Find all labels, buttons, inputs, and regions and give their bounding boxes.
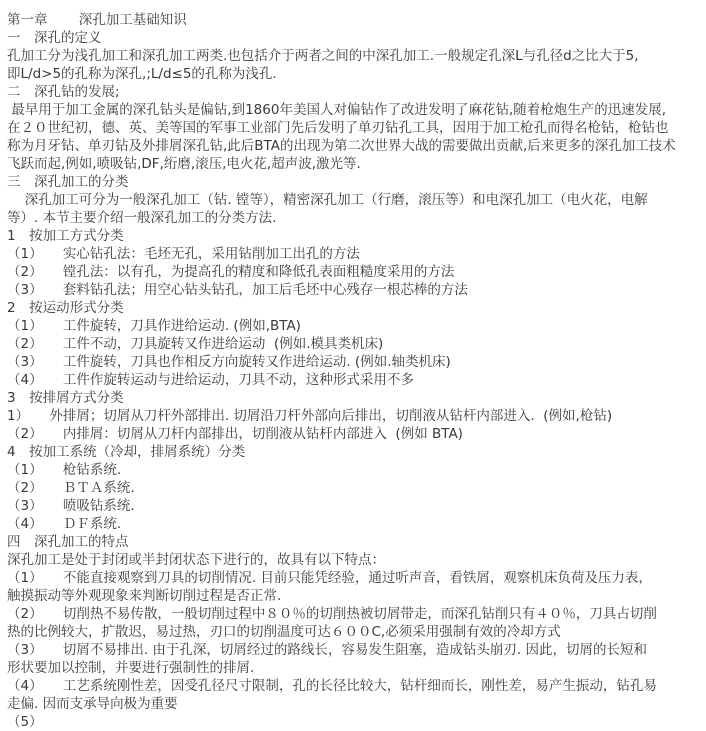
text-line: 飞跃而起,例如,喷吸钻,DF,绗磨,滚压,电火花,超声波,激光等.	[7, 156, 361, 172]
text-line: 等）. 本节主要介绍一般深孔加工的分类方法.	[7, 210, 277, 226]
text-line: 在２０世纪初，德、英、美等国的军事工业部门先后发明了单刃钻孔工具，因用于加工枪孔而得名枪钻，枪钻也	[7, 120, 669, 136]
text-line: （2） 镗孔法：以有孔，为提高孔的精度和降低孔表面粗糙度采用的方法	[7, 264, 455, 280]
text-line: 形状要加以控制，并要进行强制性的排屑.	[7, 660, 255, 676]
text-line: （2） 内排屑：切屑从刀杆内部排出，切削液从钻杆内部进入 (例如 BTA)	[7, 426, 463, 442]
text-line: 孔加工分为浅孔加工和深孔加工两类.也包括介于两者之间的中深孔加工.一般规定孔深L与孔径d之比大于5,	[7, 48, 639, 64]
text-line: 触摸振动等外观现象来判断切削过程是否正常.	[7, 588, 282, 604]
text-line: （4） ＤＦ系统.	[7, 516, 122, 532]
text-line: （5）	[7, 714, 43, 730]
text-line: 热的比例较大，扩散迟，易过热，刃口的切削温度可达６００C,必须采用强制有效的冷却方式	[7, 624, 561, 640]
text-line: 最早用于加工金属的深孔钻头是偏钻,到1860年美国人对偏钻作了改进发明了麻花钻,随着枪炮生产的迅速发展,	[7, 102, 667, 118]
text-line: 深孔加工可分为一般深孔加工（钻. 镗等），精密深孔加工（行磨，滚压等）和电深孔加工（电火花，电解	[7, 192, 648, 208]
text-line: 1） 外排屑；切屑从刀杆外部排出. 切屑沿刀杆外部向后排出，切削液从钻杆内部进入. (例如,枪钻)	[7, 408, 613, 424]
text-line: （3） 切屑不易排出. 由于孔深，切屑经过的路线长，容易发生阻塞，造成钻头崩刃. 因此，切屑的长短和	[7, 642, 648, 658]
text-line: （3） 喷吸钻系统.	[7, 498, 135, 514]
text-line: 二 深孔钻的发展;	[7, 84, 120, 100]
text-line: （2） ＢＴＡ系统.	[7, 480, 135, 496]
text-line: 第一章 深孔加工基础知识	[7, 12, 187, 28]
text-line: 1 按加工方式分类	[7, 228, 124, 244]
text-line: 3 按排屑方式分类	[7, 390, 124, 406]
text-line: 四 深孔加工的特点	[7, 534, 129, 550]
text-line: 一 深孔的定义	[7, 30, 102, 46]
text-line: 2 按运动形式分类	[7, 300, 124, 316]
text-line: （2） 切削热不易传散，一般切削过程中８０％的切削热被切屑带走，而深孔钻削只有４０％，刀具占切削	[7, 606, 657, 622]
text-line: （3） 套料钻孔法；用空心钻头钻孔，加工后毛坯中心残存一根芯棒的方法	[7, 282, 468, 298]
text-line: 4 按加工系统（冷却，排屑系统）分类	[7, 444, 246, 460]
text-line: （4） 工艺系统刚性差，因受孔径尺寸限制，孔的长径比较大，钻杆细而长，刚性差，易产生振动，钻孔易	[7, 678, 657, 694]
text-line: （4） 工件作旋转运动与进给运动，刀具不动，这种形式采用不多	[7, 372, 414, 388]
text-line: 深孔加工是处于封闭或半封闭状态下进行的，故具有以下特点：	[7, 552, 385, 568]
text-line: （3） 工件旋转，刀具也作相反方向旋转又作进给运动. (例如.轴类机床)	[7, 354, 451, 370]
text-line: （1） 不能直接观察到刀具的切削情况. 目前只能凭经验，通过听声音，看铁屑，观察机床负荷及压力表，	[7, 570, 652, 586]
text-line: （2） 工件不动，刀具旋转又作进给运动 (例如.模具类机床)	[7, 336, 384, 352]
text-line: （1） 实心钻孔法：毛坯无孔，采用钻削加工出孔的方法	[7, 246, 360, 262]
text-line: 三 深孔加工的分类	[7, 174, 129, 190]
text-line: 即L/d>5的孔称为深孔,;L/d≤5的孔称为浅孔.	[7, 66, 277, 82]
text-line: 走偏. 因而支承导向极为重要	[7, 696, 178, 712]
text-line: （1） 工件旋转，刀具作进给运动. (例如,BTA)	[7, 318, 301, 334]
text-line: 称为月牙钻、单刃钻及外排屑深孔钻,此后BTA的出现为第二次世界大战的需要做出贡献,后来更多的深孔加工技术	[7, 138, 676, 154]
text-line: （1） 枪钻系统.	[7, 462, 122, 478]
